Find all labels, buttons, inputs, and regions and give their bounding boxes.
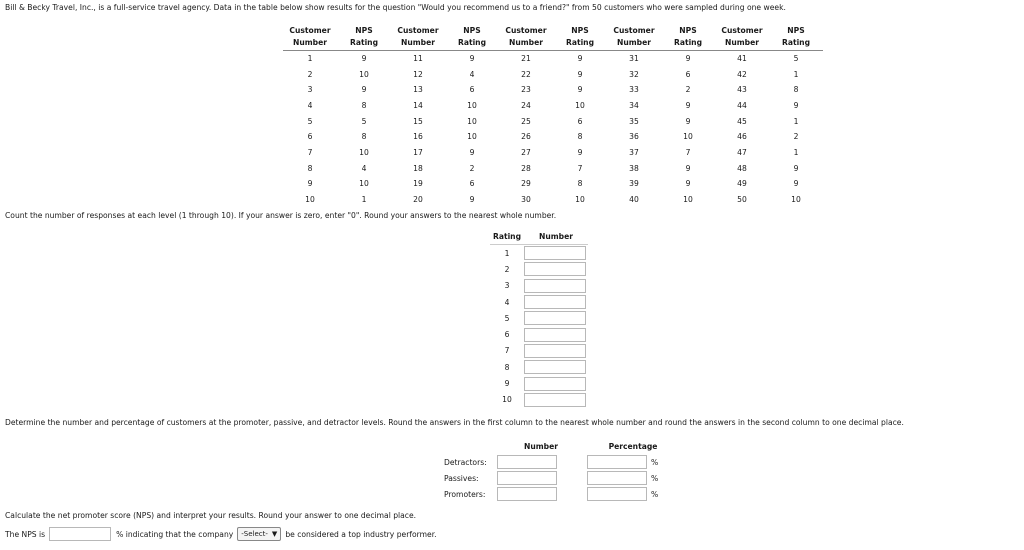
nps-rating-cell: 10 <box>683 195 693 205</box>
levels-header <box>440 438 681 454</box>
rating-label: 8 <box>504 362 510 372</box>
customer-number-cell: 13 <box>413 85 423 95</box>
customer-header: Customer <box>289 26 331 35</box>
rating-count-input[interactable] <box>524 279 586 293</box>
customer-number-cell: 23 <box>521 85 531 95</box>
nps-rating-cell: 10 <box>359 69 369 79</box>
customer-number-cell: 7 <box>307 147 313 157</box>
level-number-input[interactable] <box>497 487 557 501</box>
customer-number-cell: 34 <box>629 100 639 110</box>
rating-count-row <box>490 261 588 277</box>
customer-header: Customer <box>505 26 547 35</box>
nps-header: NPS <box>463 26 481 35</box>
nps-data-table <box>283 25 823 207</box>
nps-suffix: be considered a top industry performer. <box>285 529 437 539</box>
rating-count-input[interactable] <box>524 246 586 260</box>
rating-label: 10 <box>502 395 512 405</box>
nps-rating-cell: 8 <box>361 132 367 142</box>
customer-number-cell: 4 <box>307 100 313 110</box>
customer-number-cell: 22 <box>521 69 531 79</box>
nps-rating-cell: 1 <box>793 116 799 126</box>
rating-count-input[interactable] <box>524 344 586 358</box>
percent-sign: % <box>651 473 659 483</box>
nps-rating-cell: 6 <box>577 116 583 126</box>
customer-number-cell: 32 <box>629 69 639 79</box>
nps-rating-cell: 4 <box>361 163 367 173</box>
customer-number-cell: 5 <box>307 116 313 126</box>
customer-number-cell: 43 <box>737 85 747 95</box>
customer-number-cell: 6 <box>307 132 313 142</box>
nps-rating-cell: 10 <box>359 147 369 157</box>
nps-rating-cell: 9 <box>685 163 691 173</box>
percentage-header: Percentage <box>608 441 658 451</box>
table-row <box>283 82 823 98</box>
nps-rating-cell: 10 <box>467 132 477 142</box>
nps-prefix: The NPS is <box>5 529 46 539</box>
nps-rating-cell: 9 <box>469 54 475 64</box>
number-header: Number <box>523 441 558 451</box>
nps-rating-cell: 6 <box>685 69 691 79</box>
nps-rating-cell: 8 <box>577 179 583 189</box>
nps-rating-cell: 10 <box>359 179 369 189</box>
level-percentage-input[interactable] <box>587 455 647 469</box>
nps-rating-cell: 7 <box>577 163 583 173</box>
nps-rating-cell: 9 <box>577 54 583 64</box>
customer-header: Customer <box>397 26 439 35</box>
nps-rating-cell: 2 <box>685 85 691 95</box>
rating-label: 7 <box>504 346 510 356</box>
nps-rating-cell: 7 <box>685 147 691 157</box>
customer-number-cell: 19 <box>413 179 423 189</box>
percent-sign: % <box>651 457 659 467</box>
rating-count-input[interactable] <box>524 295 586 309</box>
rating-count-row <box>490 294 588 310</box>
level-percentage-input[interactable] <box>587 471 647 485</box>
customer-header: Customer <box>721 26 763 35</box>
level-row <box>440 470 681 486</box>
customer-number-cell: 46 <box>737 132 747 142</box>
nps-answer-line <box>5 527 437 541</box>
level-label: Detractors: <box>444 457 487 467</box>
rating-count-header <box>490 232 588 245</box>
nps-input[interactable] <box>49 527 111 541</box>
rating-header: Rating <box>769 37 823 51</box>
rating-count-row <box>490 245 588 261</box>
rating-label: 9 <box>504 379 510 389</box>
nps-rating-cell: 10 <box>575 195 585 205</box>
table-header-row <box>283 37 823 51</box>
nps-rating-cell: 9 <box>685 179 691 189</box>
rating-count-table <box>490 232 588 408</box>
level-row <box>440 486 681 502</box>
customer-number-cell: 27 <box>521 147 531 157</box>
nps-instructions: Calculate the net promoter score (NPS) and interpret your results. Round your answer to one decimal place. <box>5 511 417 520</box>
customer-number-cell: 12 <box>413 69 423 79</box>
nps-rating-cell: 10 <box>467 116 477 126</box>
customer-number-cell: 14 <box>413 100 423 110</box>
nps-rating-cell: 9 <box>361 54 367 64</box>
rating-header: Rating <box>337 37 391 51</box>
table-row <box>283 129 823 145</box>
customer-number-cell: 8 <box>307 163 313 173</box>
rating-count-input[interactable] <box>524 262 586 276</box>
rating-count-row <box>490 326 588 342</box>
nps-rating-cell: 1 <box>361 195 367 205</box>
nps-rating-cell: 9 <box>685 116 691 126</box>
customer-number-cell: 1 <box>307 54 313 64</box>
customer-number-cell: 35 <box>629 116 639 126</box>
nps-rating-cell: 9 <box>793 163 799 173</box>
table-header-row <box>283 25 823 37</box>
rating-label: 4 <box>504 297 510 307</box>
level-number-input[interactable] <box>497 471 557 485</box>
customer-number-cell: 10 <box>305 195 315 205</box>
level-label: Passives: <box>444 473 479 483</box>
customer-number-cell: 39 <box>629 179 639 189</box>
rating-count-row <box>490 392 588 408</box>
nps-rating-cell: 10 <box>575 100 585 110</box>
customer-number-cell: 20 <box>413 195 423 205</box>
select-label: -Select- <box>241 530 268 538</box>
table-row <box>283 66 823 82</box>
table-row <box>283 113 823 129</box>
level-percentage-input[interactable] <box>587 487 647 501</box>
customer-number-cell: 18 <box>413 163 423 173</box>
nps-rating-cell: 9 <box>793 179 799 189</box>
nps-rating-cell: 5 <box>361 116 367 126</box>
customer-number-cell: 31 <box>629 54 639 64</box>
number-header: Number <box>538 232 573 241</box>
customer-number-cell: 42 <box>737 69 747 79</box>
rating-count-row <box>490 343 588 359</box>
rating-label: 3 <box>504 281 510 291</box>
nps-rating-cell: 9 <box>577 69 583 79</box>
nps-rating-cell: 8 <box>793 85 799 95</box>
number-header: Number <box>499 37 553 51</box>
intro-text: Bill & Becky Travel, Inc., is a full-service travel agency. Data in the table below show results for the question "Would you recommend us to a friend?" from 50 customers who were sampled during one week. <box>5 3 786 12</box>
nps-rating-cell: 2 <box>469 163 475 173</box>
number-header: Number <box>607 37 661 51</box>
nps-middle-text: % indicating that the company <box>116 529 234 539</box>
rating-count-row <box>490 310 588 326</box>
customer-number-cell: 16 <box>413 132 423 142</box>
rating-header: Rating <box>492 232 522 241</box>
level-number-input[interactable] <box>497 455 557 469</box>
rating-label: 1 <box>504 248 510 258</box>
nps-rating-cell: 9 <box>685 100 691 110</box>
nps-rating-cell: 5 <box>793 54 799 64</box>
rating-header: Rating <box>445 37 499 51</box>
customer-number-cell: 37 <box>629 147 639 157</box>
customer-number-cell: 17 <box>413 147 423 157</box>
nps-rating-cell: 9 <box>577 147 583 157</box>
table-row <box>283 176 823 192</box>
number-header: Number <box>283 37 337 51</box>
rating-count-input[interactable] <box>524 328 586 342</box>
customer-number-cell: 21 <box>521 54 531 64</box>
rating-count-input[interactable] <box>524 393 586 407</box>
customer-number-cell: 50 <box>737 195 747 205</box>
nps-rating-cell: 9 <box>577 85 583 95</box>
customer-number-cell: 3 <box>307 85 313 95</box>
rating-count-input[interactable] <box>524 311 586 325</box>
nps-header: NPS <box>355 26 373 35</box>
customer-number-cell: 15 <box>413 116 423 126</box>
customer-number-cell: 11 <box>413 54 423 64</box>
performer-select[interactable] <box>237 527 281 541</box>
nps-rating-cell: 8 <box>361 100 367 110</box>
table-row <box>283 192 823 208</box>
nps-rating-cell: 10 <box>683 132 693 142</box>
nps-rating-cell: 1 <box>793 69 799 79</box>
nps-rating-cell: 2 <box>793 132 799 142</box>
nps-rating-cell: 9 <box>361 85 367 95</box>
nps-rating-cell: 1 <box>793 147 799 157</box>
customer-number-cell: 2 <box>307 69 313 79</box>
nps-rating-cell: 8 <box>577 132 583 142</box>
customer-number-cell: 33 <box>629 85 639 95</box>
customer-number-cell: 25 <box>521 116 531 126</box>
customer-number-cell: 44 <box>737 100 747 110</box>
customer-number-cell: 45 <box>737 116 747 126</box>
table-row <box>283 145 823 161</box>
rating-count-row <box>490 278 588 294</box>
nps-rating-cell: 9 <box>685 54 691 64</box>
table-row <box>283 160 823 176</box>
chevron-down-icon: ▼ <box>271 530 278 538</box>
nps-rating-cell: 10 <box>791 195 801 205</box>
levels-table <box>440 438 681 502</box>
rating-count-input[interactable] <box>524 360 586 374</box>
rating-count-row <box>490 375 588 391</box>
nps-rating-cell: 9 <box>469 147 475 157</box>
customer-number-cell: 30 <box>521 195 531 205</box>
customer-number-cell: 49 <box>737 179 747 189</box>
rating-header: Rating <box>661 37 715 51</box>
table-row <box>283 51 823 67</box>
customer-number-cell: 29 <box>521 179 531 189</box>
levels-instructions: Determine the number and percentage of customers at the promoter, passive, and detractor levels. Round the answers in the first column to the nearest whole number and round the answers in the second column to one decimal place. <box>5 418 904 427</box>
number-header: Number <box>715 37 769 51</box>
count-instructions: Count the number of responses at each level (1 through 10). If your answer is zero, enter "0". Round your answers to the nearest whole number. <box>5 211 557 220</box>
rating-header: Rating <box>553 37 607 51</box>
rating-label: 6 <box>504 330 510 340</box>
nps-rating-cell: 4 <box>469 69 475 79</box>
nps-rating-cell: 9 <box>793 100 799 110</box>
customer-number-cell: 41 <box>737 54 747 64</box>
table-row <box>283 98 823 114</box>
nps-header: NPS <box>679 26 697 35</box>
customer-number-cell: 40 <box>629 195 639 205</box>
rating-label: 2 <box>504 264 510 274</box>
rating-count-row <box>490 359 588 375</box>
rating-label: 5 <box>504 313 510 323</box>
customer-number-cell: 47 <box>737 147 747 157</box>
level-row <box>440 454 681 470</box>
customer-number-cell: 9 <box>307 179 313 189</box>
nps-header: NPS <box>571 26 589 35</box>
nps-rating-cell: 9 <box>469 195 475 205</box>
rating-count-input[interactable] <box>524 377 586 391</box>
customer-number-cell: 48 <box>737 163 747 173</box>
customer-header: Customer <box>613 26 655 35</box>
percent-sign: % <box>651 489 659 499</box>
nps-rating-cell: 6 <box>469 85 475 95</box>
nps-header: NPS <box>787 26 805 35</box>
customer-number-cell: 28 <box>521 163 531 173</box>
nps-rating-cell: 10 <box>467 100 477 110</box>
nps-rating-cell: 6 <box>469 179 475 189</box>
customer-number-cell: 26 <box>521 132 531 142</box>
customer-number-cell: 36 <box>629 132 639 142</box>
level-label: Promoters: <box>444 489 486 499</box>
number-header: Number <box>391 37 445 51</box>
customer-number-cell: 38 <box>629 163 639 173</box>
customer-number-cell: 24 <box>521 100 531 110</box>
